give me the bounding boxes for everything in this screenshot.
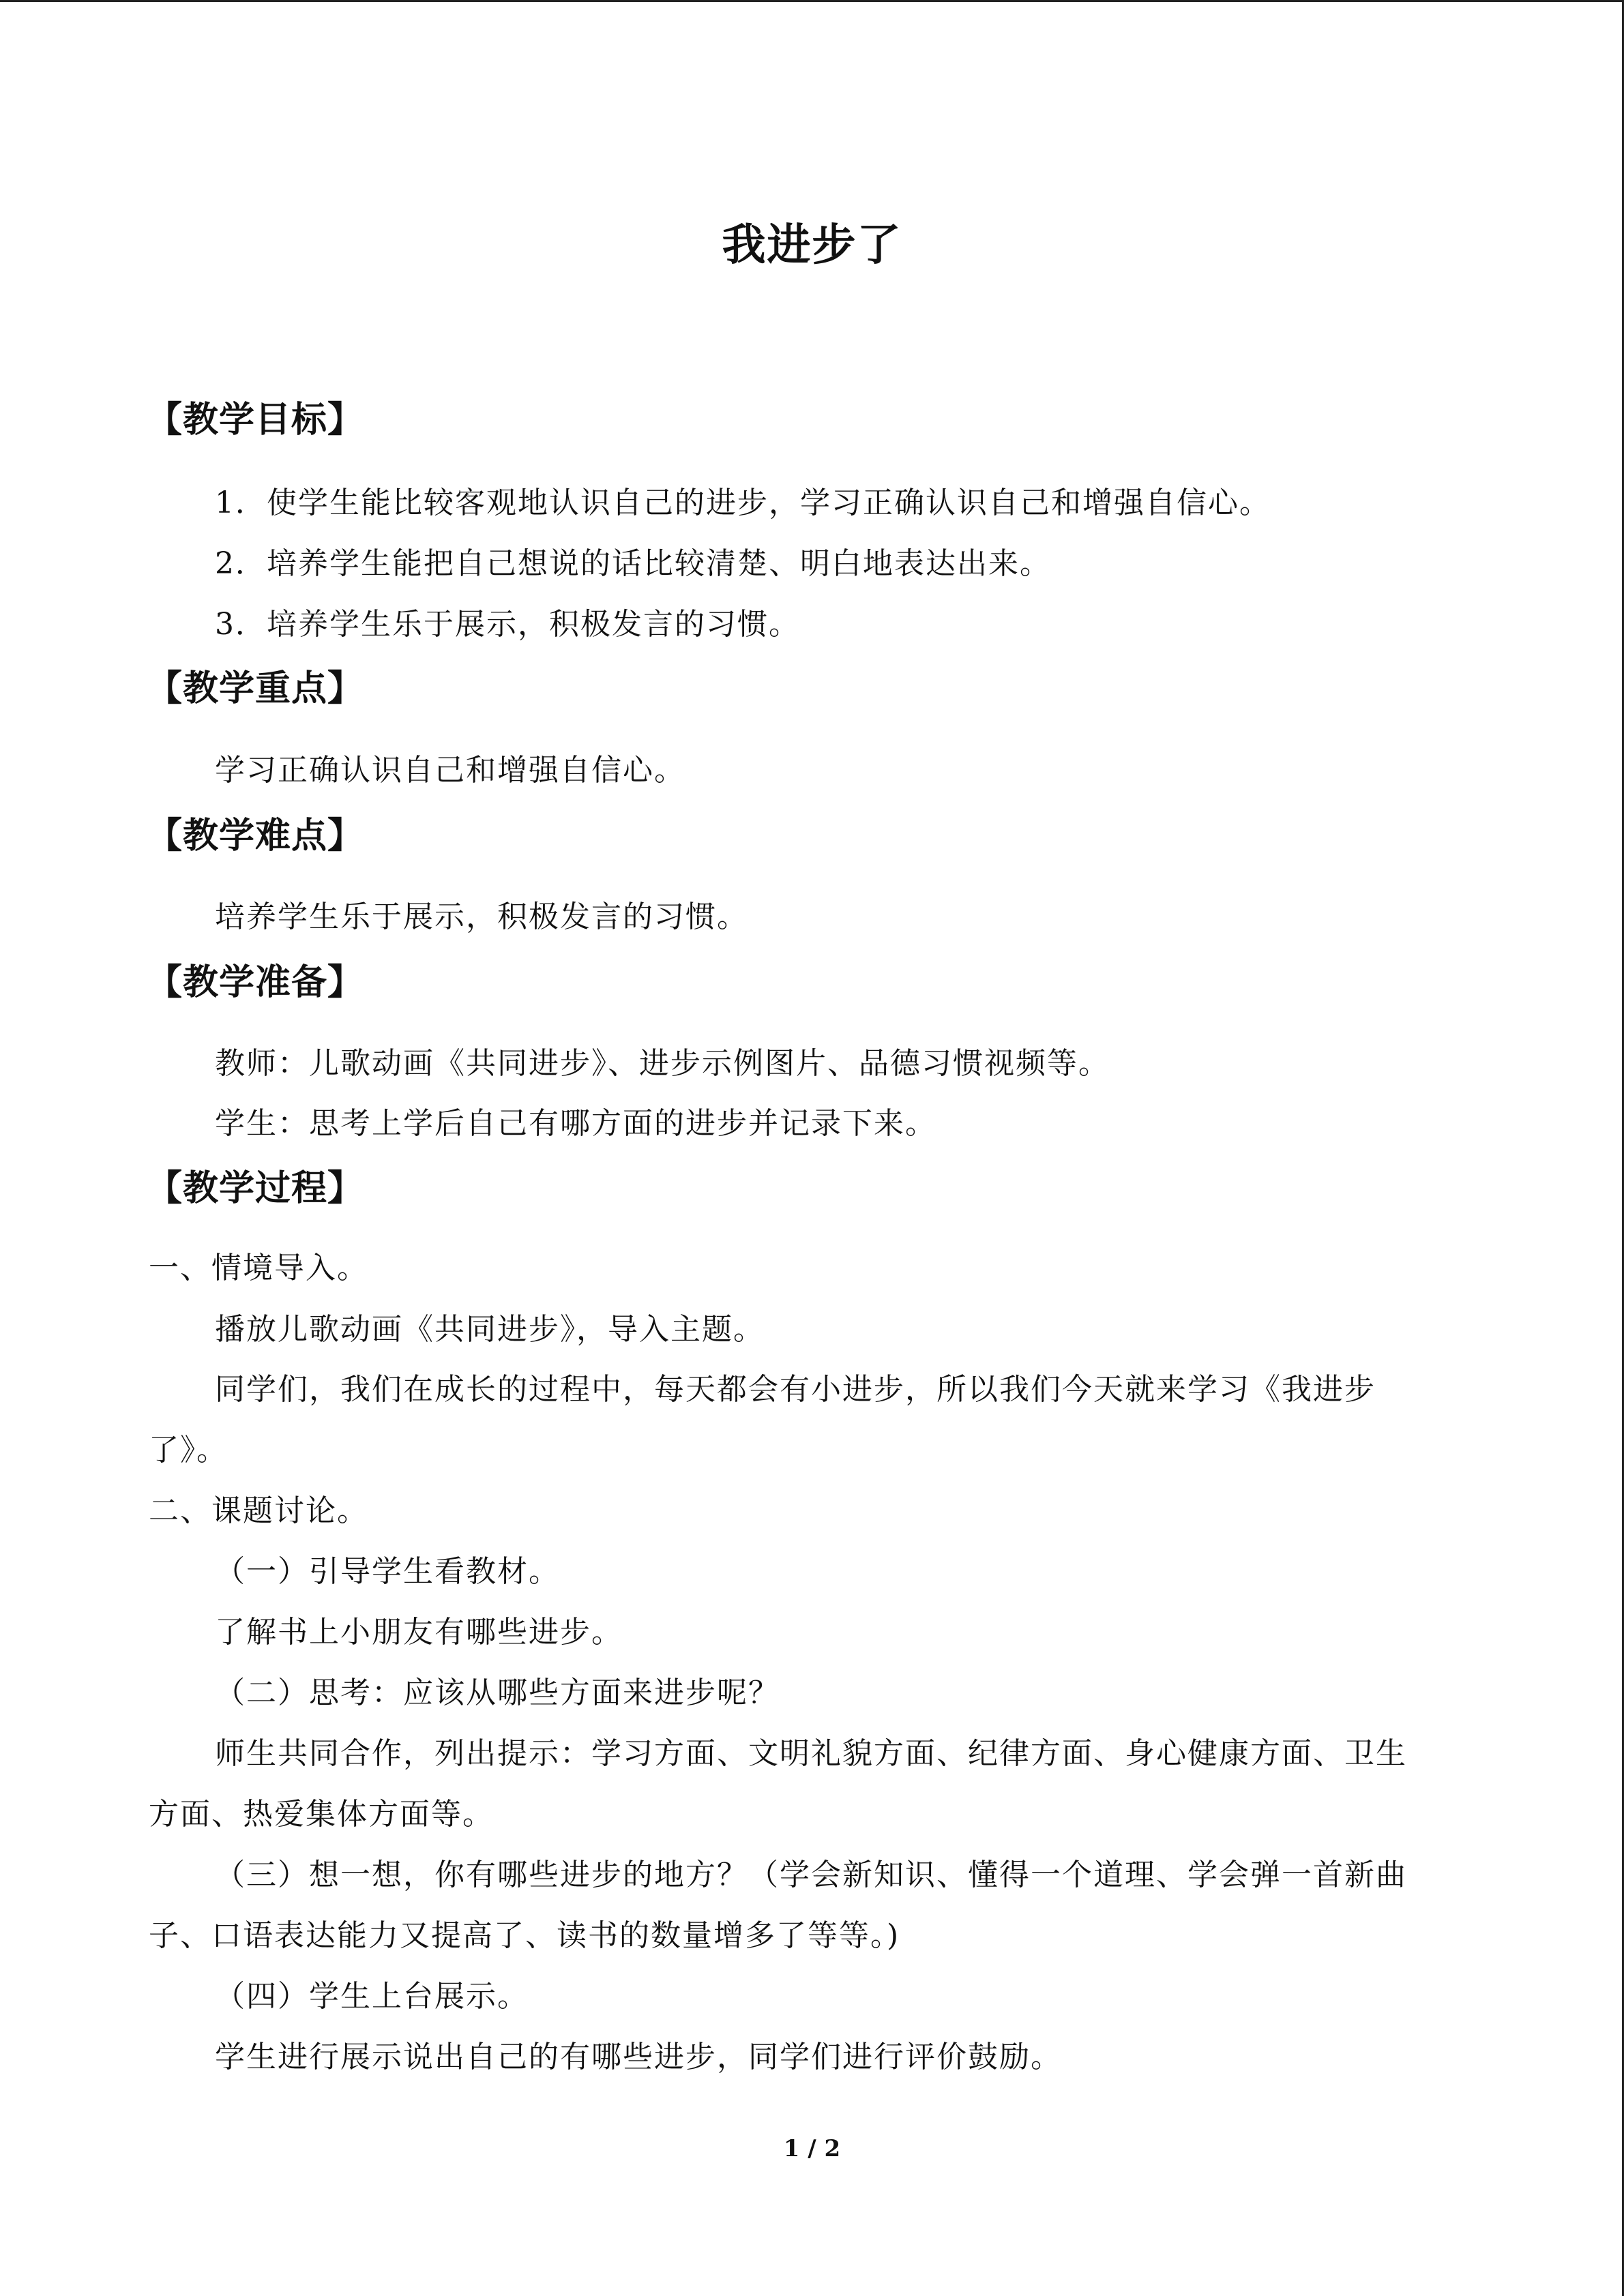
process-line: （三）想一想，你有哪些进步的地方？（学会新知识、懂得一个道理、学会弹一首新曲: [215, 1858, 1407, 1892]
process-line: 同学们，我们在成长的过程中，每天都会有小进步，所以我们今天就来学习《我进步: [215, 1372, 1376, 1407]
process-line: 了》。: [149, 1433, 228, 1467]
process-line: 二、课题讨论。: [149, 1493, 368, 1528]
preparation-student: 学生：思考上学后自己有哪方面的进步并记录下来。: [215, 1106, 936, 1141]
goal-item: 1．使学生能比较客观地认识自己的进步，学习正确认识自己和增强自信心。: [215, 486, 1271, 520]
process-line: 一、情境导入。: [149, 1251, 368, 1285]
heading-key-points: 【教学重点】: [147, 668, 364, 709]
process-line: 师生共同合作，列出提示：学习方面、文明礼貌方面、纪律方面、身心健康方面、卫生: [215, 1736, 1407, 1771]
heading-goals: 【教学目标】: [147, 399, 364, 441]
heading-difficulties: 【教学难点】: [147, 815, 364, 856]
heading-process: 【教学过程】: [147, 1167, 364, 1209]
heading-preparation: 【教学准备】: [147, 961, 364, 1003]
process-line: （四）学生上台展示。: [215, 1979, 529, 2014]
difficulties-text: 培养学生乐于展示，积极发言的习惯。: [215, 899, 748, 934]
process-line: 播放儿歌动画《共同进步》，导入主题。: [215, 1312, 765, 1347]
process-line: （二）思考：应该从哪些方面来进步呢？: [215, 1675, 780, 1710]
process-line: 学生进行展示说出自己的有哪些进步，同学们进行评价鼓励。: [215, 2040, 1062, 2074]
goal-item: 2．培养学生能把自己想说的话比较清楚、明白地表达出来。: [215, 546, 1051, 581]
process-line: （一）引导学生看教材。: [215, 1554, 560, 1589]
page-title: 我进步了: [722, 220, 902, 271]
preparation-teacher: 教师：儿歌动画《共同进步》、进步示例图片、品德习惯视频等。: [215, 1046, 1110, 1081]
process-line: 方面、热爱集体方面等。: [149, 1797, 494, 1832]
process-line: 了解书上小朋友有哪些进步。: [215, 1615, 623, 1650]
process-line: 子、口语表达能力又提高了、读书的数量增多了等等。): [149, 1918, 900, 1953]
goal-item: 3．培养学生乐于展示，积极发言的习惯。: [215, 607, 800, 642]
key-points-text: 学习正确认识自己和增强自信心。: [215, 753, 685, 788]
page-number: 1 / 2: [783, 2135, 841, 2162]
